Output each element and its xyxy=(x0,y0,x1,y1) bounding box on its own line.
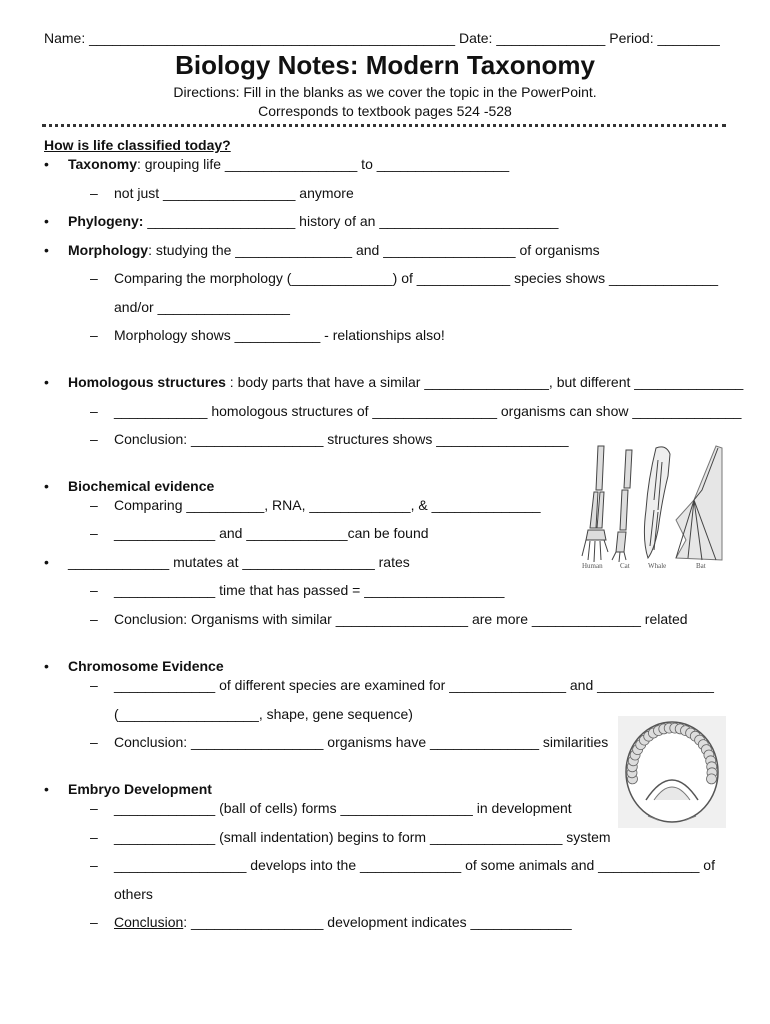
dash: – xyxy=(90,914,98,930)
dotted-divider xyxy=(42,124,726,127)
embryo-cell xyxy=(707,774,717,784)
dash: – xyxy=(90,611,98,627)
section-heading: How is life classified today? xyxy=(44,137,231,153)
dash: – xyxy=(90,403,98,419)
term-chromosome: Chromosome Evidence xyxy=(68,658,224,674)
term-homologous: Homologous structures xyxy=(68,374,226,390)
bullet: • xyxy=(44,478,49,494)
embryo-conclusion-line xyxy=(114,914,572,930)
dash: – xyxy=(90,431,98,447)
directions: Directions: Fill in the blanks as we cover the topic in the PowerPoint. xyxy=(173,84,597,100)
comparing-morphology-line: Comparing the morphology (_____________) of ____________ species shows ______________ xyxy=(114,270,719,286)
dash: – xyxy=(90,800,98,816)
biochemical-conclusion-line: Conclusion: Organisms with similar _________________ are more ______________ related xyxy=(114,611,688,627)
line-text: : grouping life _________________ to _________________ xyxy=(136,156,510,172)
homologous-line xyxy=(68,374,743,390)
period-label: Period: xyxy=(609,30,654,46)
dash: – xyxy=(90,497,98,513)
dash: – xyxy=(90,677,98,693)
dash: – xyxy=(90,327,98,343)
page-title: Biology Notes: Modern Taxonomy xyxy=(175,50,595,80)
limb-label-whale: Whale xyxy=(648,562,667,570)
time-passed-line: _____________ time that has passed = __________________ xyxy=(114,582,505,598)
textbook-pages: Corresponds to textbook pages 524 -528 xyxy=(258,103,512,119)
bullet: • xyxy=(44,658,49,674)
line-text: : studying the _______________ and _________________ of organisms xyxy=(148,242,600,258)
homologous-limbs-figure xyxy=(576,440,726,570)
bullet: • xyxy=(44,554,49,570)
chromosome-examined-line: _____________ of different species are examined for _______________ and _______________ xyxy=(114,677,714,693)
comparing-rna-line: Comparing __________, RNA, _____________, & ______________ xyxy=(114,497,541,513)
taxonomy-line xyxy=(68,156,509,172)
embryo-figure xyxy=(618,716,726,828)
dash: – xyxy=(90,829,98,845)
line-text: ___________________ history of an _______________________ xyxy=(143,213,559,229)
phylogeny-line xyxy=(68,213,558,229)
dash: – xyxy=(90,270,98,286)
name-label: Name: xyxy=(44,30,86,46)
homologous-conclusion-line: Conclusion: _________________ structures shows _________________ xyxy=(114,431,569,447)
bullet: • xyxy=(44,374,49,390)
shape-gene-line: (__________________, shape, gene sequence) xyxy=(114,706,413,722)
term-taxonomy: Taxonomy xyxy=(68,156,137,172)
date-label: Date: xyxy=(458,30,493,46)
chromosome-conclusion-line: Conclusion: _________________ organisms have ______________ similarities xyxy=(114,734,609,750)
dash: – xyxy=(90,582,98,598)
bullet: • xyxy=(44,781,49,797)
dash: – xyxy=(90,525,98,541)
indentation-line: _____________ (small indentation) begins to form _________________ system xyxy=(114,829,611,845)
mutates-line: _____________ mutates at _________________ rates xyxy=(68,554,410,570)
term-morphology: Morphology xyxy=(68,242,149,258)
term-biochemical: Biochemical evidence xyxy=(68,478,215,494)
can-be-found-line: _____________ and _____________can be found xyxy=(114,525,429,541)
homologous-detail-line: ____________ homologous structures of ________________ organisms can show ______________ xyxy=(114,403,742,419)
develops-into-line: _________________ develops into the _____________ of some animals and _____________ of xyxy=(114,857,715,873)
dash: – xyxy=(90,185,98,201)
limb-label-cat: Cat xyxy=(620,562,630,570)
term-phylogeny: Phylogeny: xyxy=(68,213,144,229)
ball-of-cells-line: _____________ (ball of cells) forms _________________ in development xyxy=(114,800,572,816)
line-text: : _________________ development indicates _____________ xyxy=(183,914,572,930)
bullet: • xyxy=(44,156,49,172)
period-blank: ________ xyxy=(657,30,720,46)
name-blank: _______________________________________________ xyxy=(89,30,456,46)
morphology-line xyxy=(68,242,600,258)
dash: – xyxy=(90,734,98,750)
others-line: others xyxy=(114,886,153,902)
limb-label-human: Human xyxy=(582,562,603,570)
line-text: : body parts that have a similar ________________, but different ______________ xyxy=(225,374,744,390)
bullet: • xyxy=(44,213,49,229)
date-blank: ______________ xyxy=(496,30,606,46)
dash: – xyxy=(90,857,98,873)
not-just-line: not just _________________ anymore xyxy=(114,185,354,201)
term-embryo: Embryo Development xyxy=(68,781,212,797)
conclusion-label: Conclusion xyxy=(114,914,184,930)
and-or-line: and/or _________________ xyxy=(114,299,290,315)
name-field xyxy=(44,30,720,46)
bullet: • xyxy=(44,242,49,258)
limb-label-bat: Bat xyxy=(696,562,706,570)
morphology-shows-line: Morphology shows ___________ - relationships also! xyxy=(114,327,445,343)
